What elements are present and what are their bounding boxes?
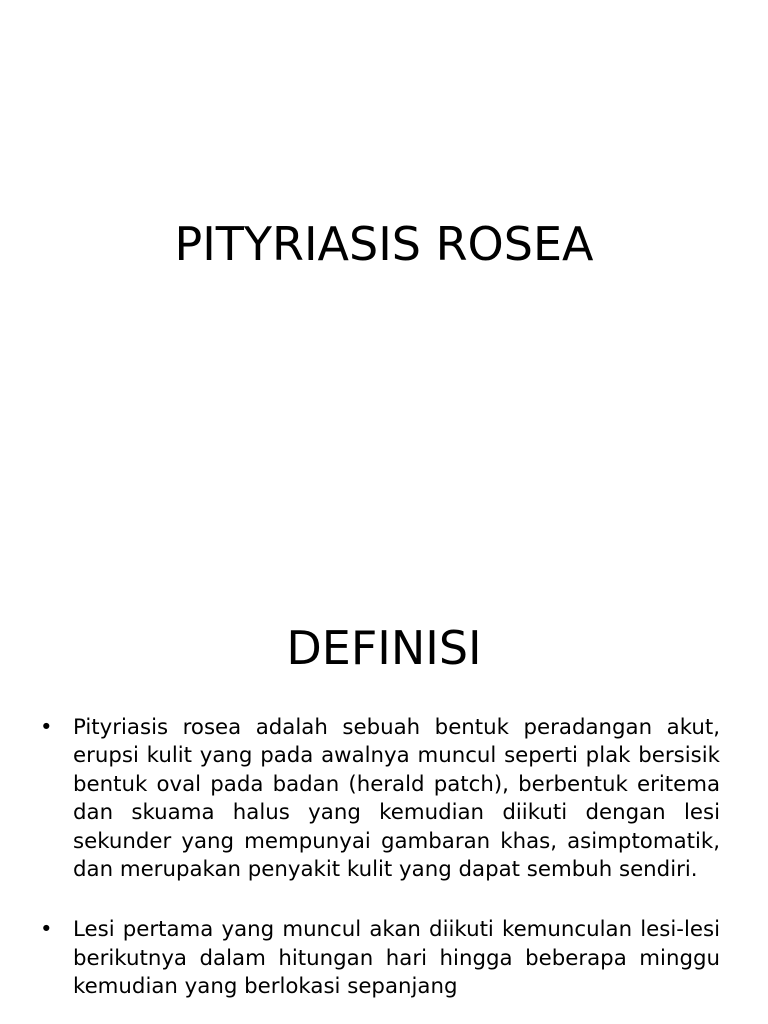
- bullet-text: Lesi pertama yang muncul akan diikuti kemunculan lesi-lesi berikutnya dalam hitungan hari hingga beberapa minggu kemudian yang berlokasi sepanjang: [73, 917, 720, 1000]
- bullet-dot-icon: •: [40, 715, 53, 740]
- slide-title-heading: PITYRIASIS ROSEA: [174, 217, 594, 271]
- definisi-heading: DEFINISI: [286, 621, 482, 675]
- definisi-bullet-list: [40, 714, 720, 1024]
- bullet-item: [40, 714, 720, 884]
- slide-definisi: [0, 576, 768, 1024]
- bullet-dot-icon: •: [40, 917, 53, 943]
- bullet-text: Pityriasis rosea adalah sebuah bentuk peradangan akut, erupsi kulit yang pada awalnya muncul seperti plak bersisik bentuk oval pada badan (herald patch), berbentuk eritema dan skuama halus yang kemudian diikuti dengan lesi sekunder yang mempunyai gambaran khas, asimptomatik, dan merupakan penyakit kulit yang dapat sembuh sendiri.: [73, 715, 720, 883]
- bullet-item: [40, 916, 720, 1001]
